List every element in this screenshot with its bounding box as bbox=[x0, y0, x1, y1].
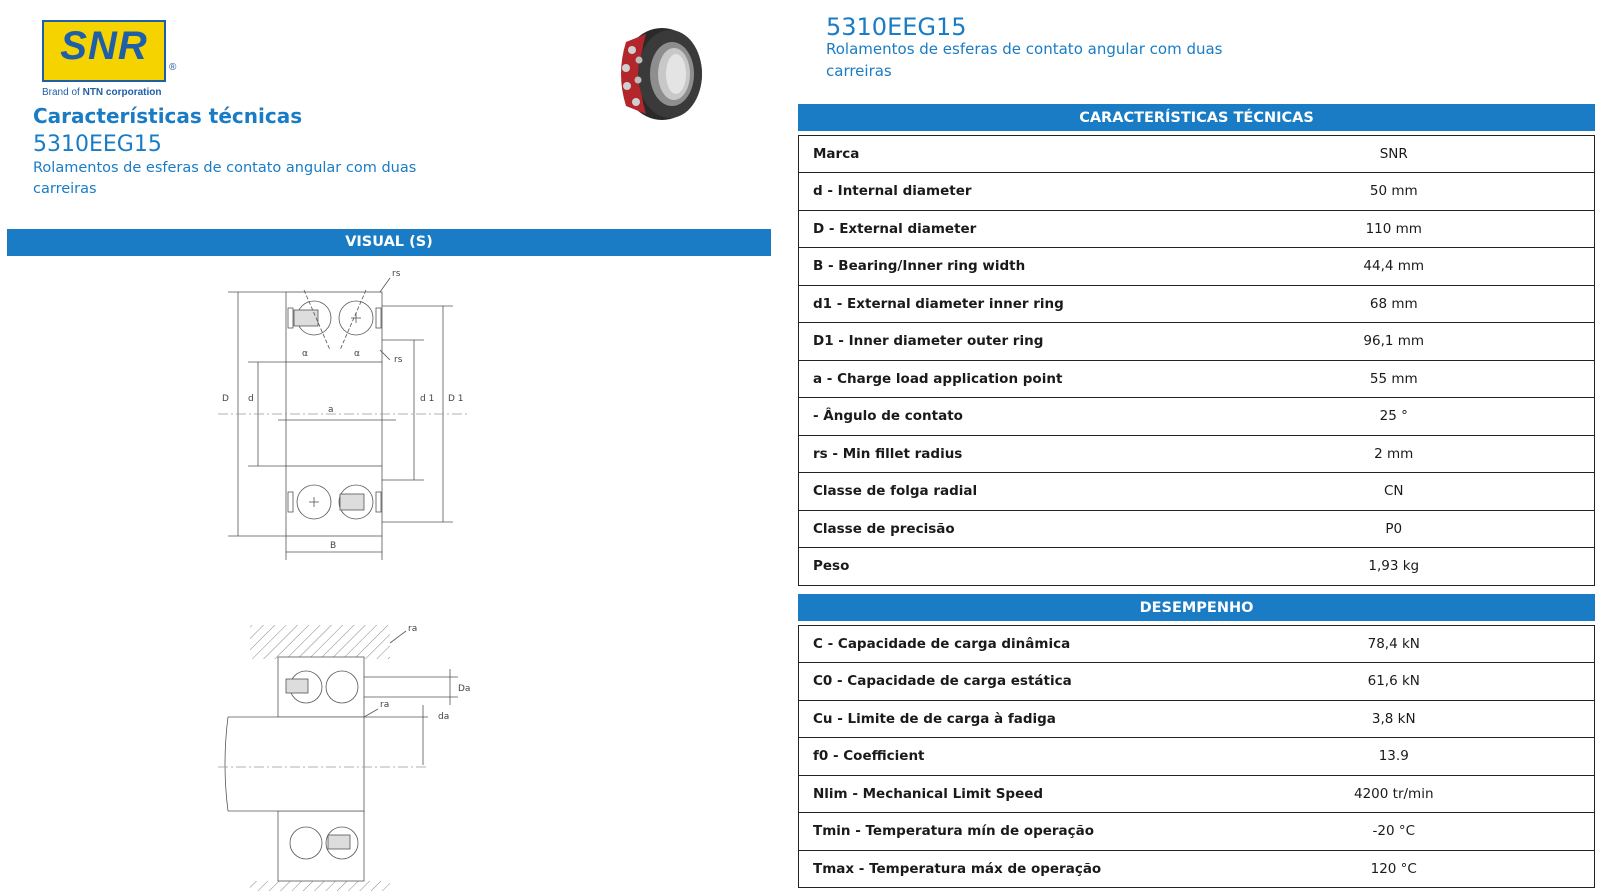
table-row bbox=[799, 473, 1595, 511]
table-row bbox=[799, 135, 1595, 173]
table-row bbox=[799, 323, 1595, 361]
technical-table-header: CARACTERÍSTICAS TÉCNICAS bbox=[799, 104, 1595, 131]
spec-value: 25 ° bbox=[1194, 398, 1595, 436]
performance-table-header: DESEMPENHO bbox=[799, 594, 1595, 621]
table-row bbox=[799, 813, 1595, 851]
spec-value: 4200 tr/min bbox=[1194, 775, 1595, 813]
spec-value: 55 mm bbox=[1194, 360, 1595, 398]
performance-table-body bbox=[799, 625, 1595, 888]
spec-value: 3,8 kN bbox=[1194, 700, 1595, 738]
label-a: a bbox=[328, 405, 334, 415]
table-row bbox=[799, 548, 1595, 586]
spec-label: D - External diameter bbox=[799, 210, 1194, 248]
spec-value: 120 °C bbox=[1194, 850, 1595, 888]
technical-characteristics-table bbox=[798, 104, 1595, 586]
table-row bbox=[799, 510, 1595, 548]
spec-label: d - Internal diameter bbox=[799, 173, 1194, 211]
table-row bbox=[799, 663, 1595, 701]
logo-tagline bbox=[42, 87, 161, 98]
page-title: Características técnicas bbox=[33, 104, 303, 128]
spec-label: Classe de folga radial bbox=[799, 473, 1194, 511]
spec-value: 2 mm bbox=[1194, 435, 1595, 473]
spec-value: 68 mm bbox=[1194, 285, 1595, 323]
logo-tagline-company: NTN corporation bbox=[82, 87, 162, 98]
table-row bbox=[799, 738, 1595, 776]
label-alpha-left: α bbox=[302, 349, 308, 359]
product-code-left: 5310EEG15 bbox=[33, 132, 162, 157]
label-Da: Da bbox=[458, 684, 471, 694]
table-row bbox=[799, 700, 1595, 738]
spec-value: 13.9 bbox=[1194, 738, 1595, 776]
performance-table bbox=[798, 594, 1595, 888]
spec-label: Tmin - Temperatura mín de operação bbox=[799, 813, 1194, 851]
spec-label: Marca bbox=[799, 135, 1194, 173]
spec-label: - Ângulo de contato bbox=[799, 398, 1194, 436]
spec-value: 110 mm bbox=[1194, 210, 1595, 248]
technical-table-body bbox=[799, 135, 1595, 585]
bearing-cross-section-drawing bbox=[218, 270, 478, 565]
table-row bbox=[799, 248, 1595, 286]
spec-label: C0 - Capacidade de carga estática bbox=[799, 663, 1194, 701]
table-row bbox=[799, 285, 1595, 323]
spec-value: CN bbox=[1194, 473, 1595, 511]
bearing-photo-image bbox=[612, 22, 708, 122]
label-D: D bbox=[222, 394, 229, 404]
spec-label: Nlim - Mechanical Limit Speed bbox=[799, 775, 1194, 813]
product-description-right: Rolamentos de esferas de contato angular com duas carreiras bbox=[826, 40, 1223, 80]
spec-label: B - Bearing/Inner ring width bbox=[799, 248, 1194, 286]
label-alpha-right: α bbox=[354, 349, 360, 359]
visual-section-header: VISUAL (S) bbox=[7, 229, 771, 256]
label-ra-mid: ra bbox=[380, 700, 390, 710]
product-code-right: 5310EEG15 bbox=[826, 13, 967, 41]
spec-label: a - Charge load application point bbox=[799, 360, 1194, 398]
spec-value: SNR bbox=[1194, 135, 1595, 173]
spec-label: Cu - Limite de de carga à fadiga bbox=[799, 700, 1194, 738]
table-row bbox=[799, 625, 1595, 663]
spec-value: 61,6 kN bbox=[1194, 663, 1595, 701]
spec-value: P0 bbox=[1194, 510, 1595, 548]
spec-label: C - Capacidade de carga dinâmica bbox=[799, 625, 1194, 663]
spec-label: Classe de precisão bbox=[799, 510, 1194, 548]
label-d1: d 1 bbox=[420, 394, 435, 404]
logo-tagline-prefix: Brand of bbox=[42, 87, 83, 98]
label-da: da bbox=[438, 712, 450, 722]
spec-label: d1 - External diameter inner ring bbox=[799, 285, 1194, 323]
table-row bbox=[799, 360, 1595, 398]
label-rs-mid: rs bbox=[394, 355, 403, 365]
spec-value: 96,1 mm bbox=[1194, 323, 1595, 361]
spec-label: Peso bbox=[799, 548, 1194, 586]
table-row bbox=[799, 398, 1595, 436]
table-row bbox=[799, 210, 1595, 248]
spec-value: 78,4 kN bbox=[1194, 625, 1595, 663]
label-B: B bbox=[330, 541, 337, 551]
table-row bbox=[799, 850, 1595, 888]
spec-label: Tmax - Temperatura máx de operação bbox=[799, 850, 1194, 888]
label-ra-top: ra bbox=[408, 625, 418, 634]
spec-value: -20 °C bbox=[1194, 813, 1595, 851]
label-d: d bbox=[248, 394, 254, 404]
logo-brand-text: SNR bbox=[60, 24, 148, 68]
spec-label: f0 - Coefficient bbox=[799, 738, 1194, 776]
table-row bbox=[799, 173, 1595, 211]
label-rs-top: rs bbox=[392, 270, 401, 279]
label-D1: D 1 bbox=[448, 394, 464, 404]
spec-label: rs - Min fillet radius bbox=[799, 435, 1194, 473]
spec-value: 44,4 mm bbox=[1194, 248, 1595, 286]
logo-registered-mark: ® bbox=[169, 62, 177, 73]
table-row bbox=[799, 435, 1595, 473]
table-row bbox=[799, 775, 1595, 813]
bearing-mounting-drawing bbox=[218, 625, 478, 891]
snr-logo bbox=[40, 20, 190, 100]
spec-value: 50 mm bbox=[1194, 173, 1595, 211]
spec-label: D1 - Inner diameter outer ring bbox=[799, 323, 1194, 361]
product-description-left: Rolamentos de esferas de contato angular com duas carreiras bbox=[33, 160, 417, 197]
spec-value: 1,93 kg bbox=[1194, 548, 1595, 586]
